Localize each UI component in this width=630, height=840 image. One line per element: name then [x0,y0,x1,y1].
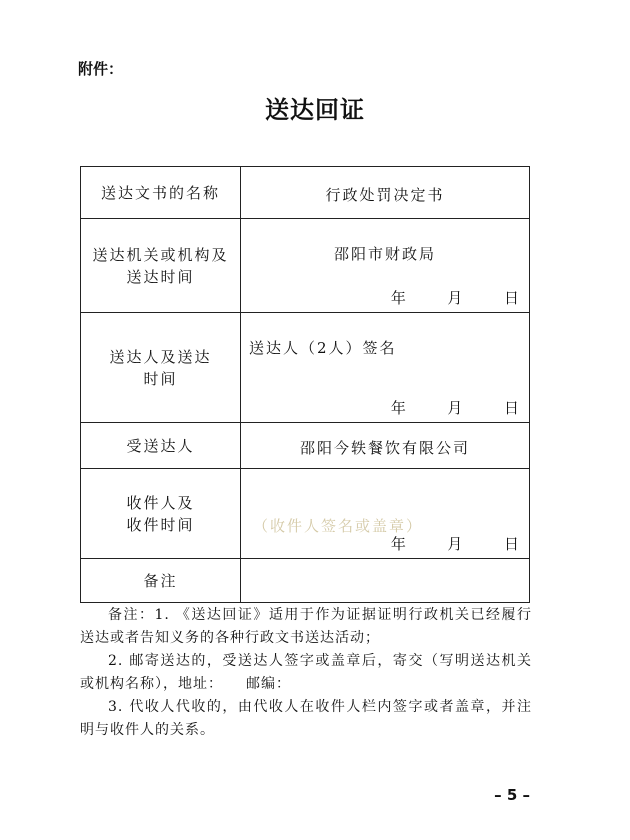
label-receiver [81,469,241,559]
date-day: 日 [503,289,521,307]
note-2: 2. 邮寄送达的，受送达人签字或盖章后，寄交（写明送达机关或机构名称），地址： 邮编： [80,653,532,692]
receiver-date [391,533,521,554]
label-recipient: 受送达人 [81,423,241,469]
label-receiver-line2: 收件时间 [126,515,195,534]
row-agency [81,219,530,313]
notes-section [80,604,532,742]
date-day: 日 [503,535,521,553]
label-agency-line1: 送达机关或机构及 [92,245,229,264]
row-deliverer [81,313,530,423]
note-3: 3. 代收人代收的，由代收人在收件人栏内签字或者盖章，并注明与收件人的关系。 [80,699,532,738]
date-year: 年 [390,535,408,553]
label-agency [81,219,241,313]
date-month: 月 [447,289,465,307]
value-document-name: 行政处罚决定书 [325,186,445,204]
note-1: 备注：1. 《送达回证》适用于作为证据证明行政机关已经履行送达或者告知义务的各种行政文书送达活动； [80,607,532,646]
label-deliverer [81,313,241,423]
receiver-signature-placeholder: （收件人签名或盖章） [253,517,424,535]
label-agency-line2: 送达时间 [126,267,195,286]
value-document-name-cell [241,167,530,219]
agency-date [391,287,521,308]
row-document-name [81,167,530,219]
deliverer-date [391,397,521,418]
date-day: 日 [503,399,521,417]
value-deliverer-cell [241,313,530,423]
label-receiver-line1: 收件人及 [126,493,195,512]
page-number: – 5 – [494,786,530,804]
date-month: 月 [447,399,465,417]
row-receiver [81,469,530,559]
value-agency-cell [241,219,530,313]
label-document-name: 送达文书的名称 [81,167,241,219]
label-deliverer-line2: 时间 [143,369,178,388]
delivery-receipt-table [80,166,530,603]
row-remark [81,559,530,603]
date-year: 年 [390,399,408,417]
label-deliverer-line1: 送达人及送达 [109,347,212,366]
attachment-label: 附件： [78,60,124,78]
date-month: 月 [447,535,465,553]
value-agency: 邵阳市财政局 [333,245,436,263]
date-year: 年 [390,289,408,307]
value-receiver-cell [241,469,530,559]
value-recipient: 邵阳今轶餐饮有限公司 [299,439,470,457]
page-title: 送达回证 [265,95,365,124]
row-recipient [81,423,530,469]
value-recipient-cell [241,423,530,469]
value-deliverer: 送达人（2人）签名 [249,339,397,357]
label-remark: 备注 [81,559,241,603]
value-remark [241,559,530,603]
